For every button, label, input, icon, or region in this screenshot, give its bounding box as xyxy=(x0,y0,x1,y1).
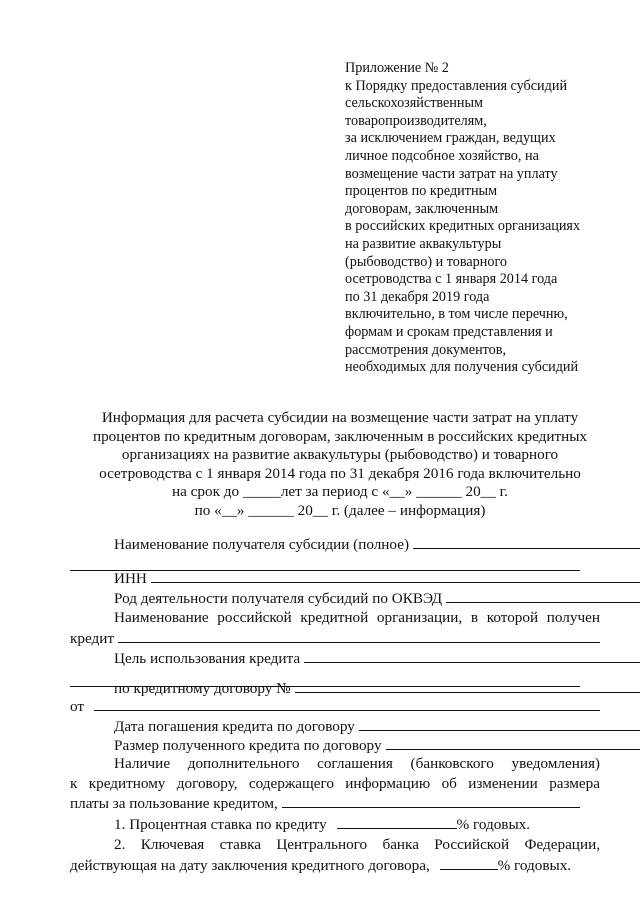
annex-line: Приложение № 2 xyxy=(345,60,449,76)
key-rate-row xyxy=(70,855,600,875)
annex-line: необходимых для получения субсидий xyxy=(345,359,579,376)
contract-label: по кредитному договору № xyxy=(114,680,291,697)
bank-name-line1: Наименование российской кредитной организации, в которой получен xyxy=(114,609,600,626)
annex-line: процентов по кредитным xyxy=(345,183,498,200)
interest-rate-field[interactable] xyxy=(337,814,457,829)
from-date-field[interactable] xyxy=(94,696,600,711)
recipient-name-label: Наименование получателя субсидии (полное) xyxy=(114,536,410,553)
key-rate-line1: 2. Ключевая ставка Центрального банка Российской Федерации, xyxy=(114,836,600,853)
contract-row xyxy=(70,678,640,698)
title-line: организациях на развитие аквакультуры (рыбоводство) и товарного xyxy=(121,446,559,464)
interest-rate-row xyxy=(70,814,640,834)
document-title xyxy=(70,409,610,521)
title-line: на срок до _____лет за период с «__» ______ 20__ г. xyxy=(172,483,508,501)
annex-line: рассмотрения документов, xyxy=(345,341,507,358)
annex-line: за исключением граждан, ведущих xyxy=(345,130,556,147)
repayment-date-row xyxy=(70,716,640,736)
annex-line: (рыбоводство) и товарного xyxy=(345,253,508,270)
annex-line: к Порядку предоставления субсидий xyxy=(345,77,568,94)
okved-label: Род деятельности получателя субсидий по ОКВЭД xyxy=(114,590,443,607)
from-row xyxy=(70,696,600,716)
supplement-line2: к кредитному договору, содержащего информацию об изменении размера xyxy=(70,775,600,792)
loan-amount-label: Размер полученного кредита по договору xyxy=(114,737,382,754)
annex-line: в российских кредитных организациях xyxy=(345,218,581,235)
repayment-date-field[interactable] xyxy=(359,716,640,731)
purpose-row xyxy=(70,648,640,668)
purpose-label: Цель использования кредита xyxy=(114,650,301,667)
okved-row xyxy=(70,588,640,608)
contract-number-field[interactable] xyxy=(295,678,640,693)
interest-rate-label: 1. Процентная ставка по кредиту xyxy=(114,816,327,833)
annex-line: товаропроизводителям, xyxy=(345,112,487,129)
bank-name-row xyxy=(70,628,600,648)
title-line: Информация для расчета субсидии на возмещение части затрат на уплату xyxy=(101,409,579,426)
repayment-date-label: Дата погашения кредита по договору xyxy=(114,718,355,735)
bank-name-label: кредит xyxy=(70,630,115,647)
okved-field[interactable] xyxy=(446,588,640,603)
annex-line: на развитие аквакультуры xyxy=(345,235,502,252)
annex-line: личное подсобное хозяйство, на xyxy=(345,147,539,164)
supplement-field[interactable] xyxy=(282,793,580,808)
annex-header xyxy=(345,60,635,377)
annex-line: формам и срокам представления и xyxy=(345,323,553,340)
supplement-line1: Наличие дополнительного соглашения (банковского уведомления) xyxy=(114,755,600,772)
annex-line: договорам, заключенным xyxy=(345,200,499,217)
key-rate-field[interactable] xyxy=(440,855,498,870)
purpose-field[interactable] xyxy=(304,648,640,663)
title-line: осетроводства с 1 января 2014 года по 31 декабря 2016 года включительно xyxy=(99,464,581,482)
annex-line: осетроводства с 1 января 2014 года xyxy=(345,271,558,288)
from-label: от xyxy=(70,698,85,715)
supplement-label: платы за пользование кредитом, xyxy=(70,795,278,812)
supplement-row xyxy=(70,793,580,813)
annex-line: сельскохозяйственным xyxy=(345,95,484,112)
inn-label: ИНН xyxy=(114,570,147,587)
loan-amount-row xyxy=(70,735,640,755)
inn-field[interactable] xyxy=(151,568,640,583)
recipient-name-row xyxy=(70,534,640,554)
title-line: процентов по кредитным договорам, заключенным в российских кредитных xyxy=(92,427,588,445)
annex-line: по 31 декабря 2019 года xyxy=(345,288,490,305)
bank-name-field[interactable] xyxy=(118,628,600,643)
interest-rate-suffix: % годовых. xyxy=(456,816,531,833)
annex-line: включительно, в том числе перечню, xyxy=(345,306,568,323)
loan-amount-field[interactable] xyxy=(386,735,640,750)
recipient-name-field[interactable] xyxy=(413,534,640,549)
key-rate-label: действующая на дату заключения кредитного договора, xyxy=(70,857,430,874)
inn-row xyxy=(70,568,640,588)
title-line: по «__» ______ 20__ г. (далее – информация) xyxy=(194,501,486,519)
annex-line: возмещение части затрат на уплату xyxy=(345,165,558,182)
key-rate-suffix: % годовых. xyxy=(497,857,572,874)
